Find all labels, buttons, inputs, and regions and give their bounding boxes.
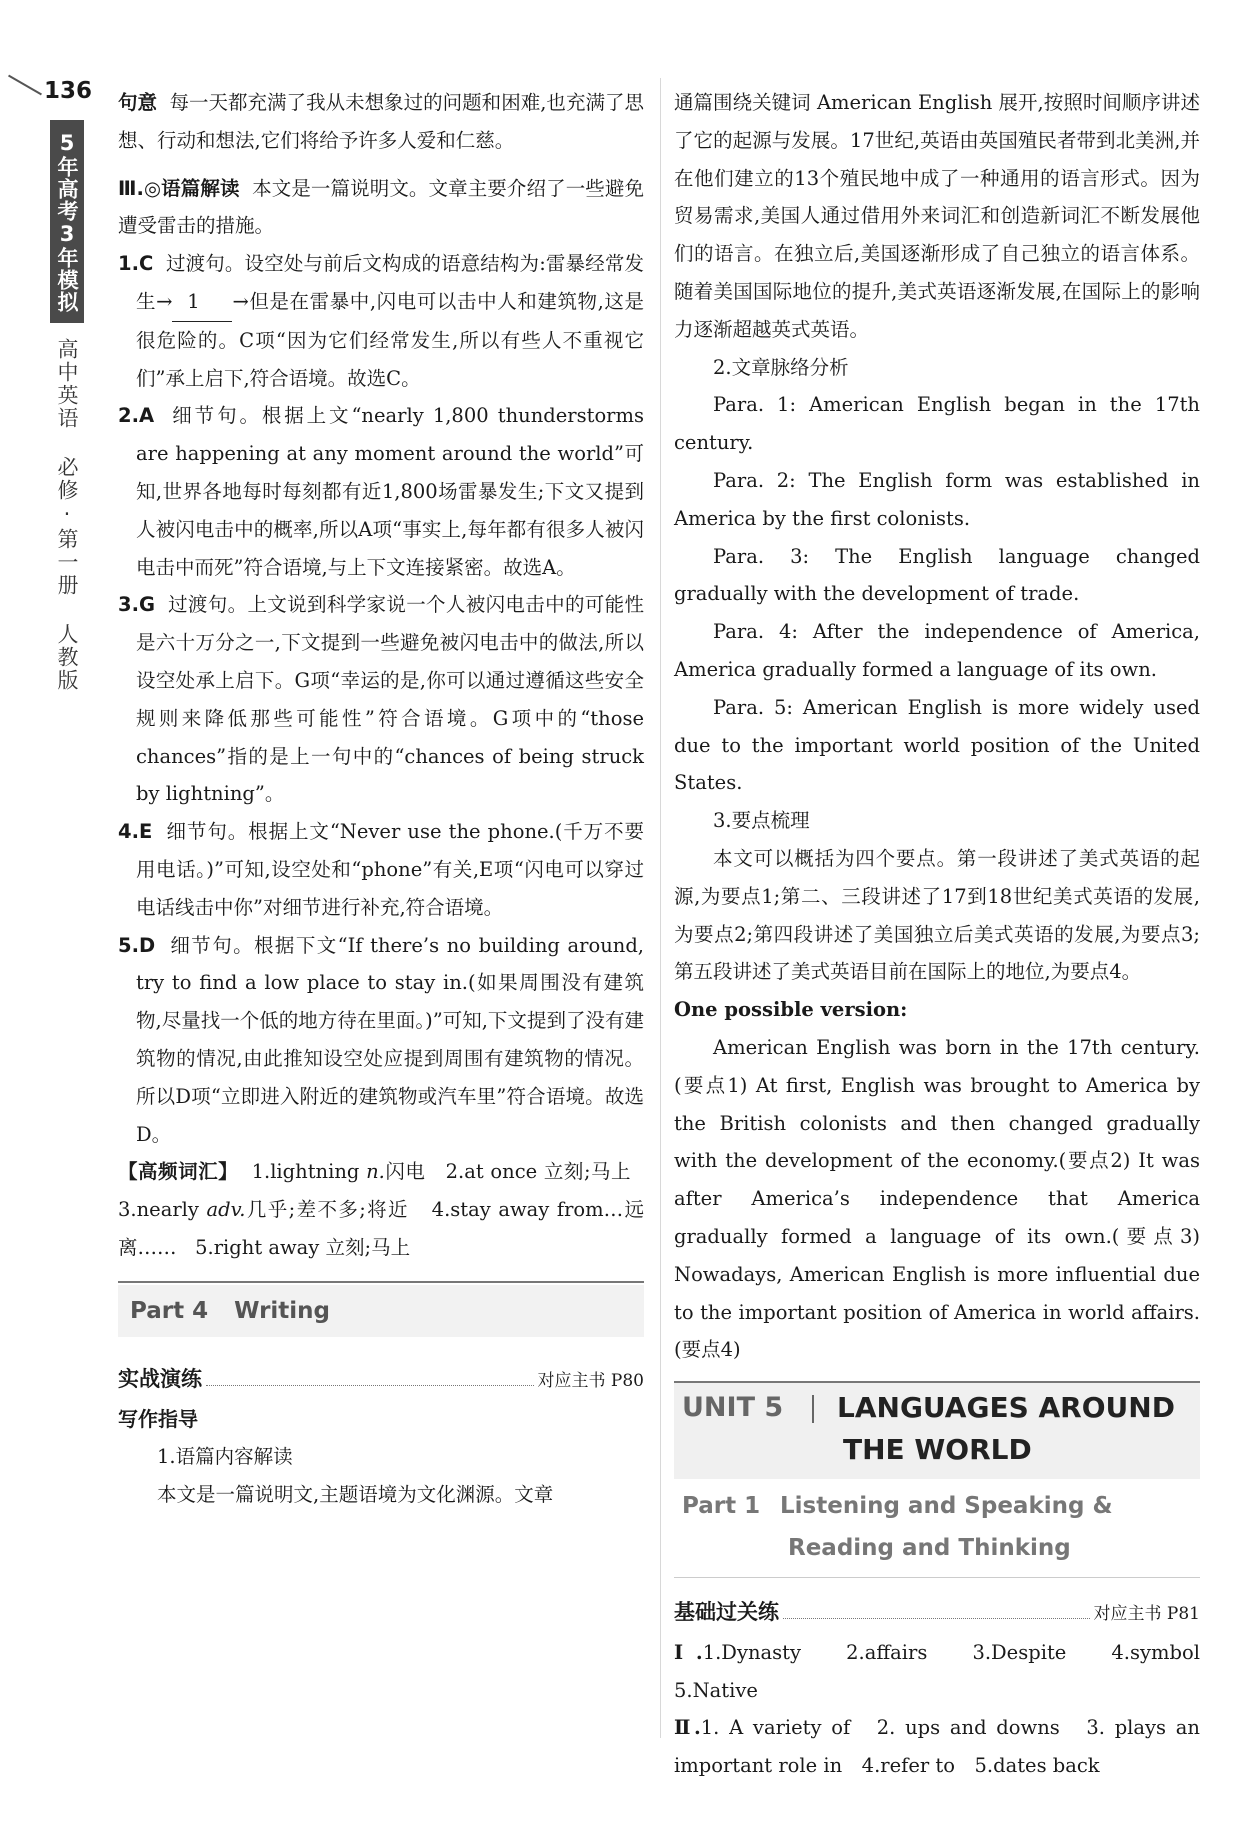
para-summary-4: Para. 4: After the independence of America, America gradually formed a language of its own.	[674, 620, 1200, 681]
answer-5-text: 细节句。根据下文“If there’s no building around, try to find a low place to stay in.(如果周围没有建筑物,尽量找一个低的地方待在里面。)”可知,下文提到了没有建筑物的情况,由此推知设空处应提到周围有建筑物的情况。所以D项“立即进入附近的建筑物或汽车里”符合语境。故选D。	[136, 933, 644, 1146]
unit-title-line-2: THE WORLD	[843, 1433, 1032, 1467]
unit-banner	[674, 1381, 1200, 1578]
answer-1-num: 1.C	[118, 252, 154, 276]
sentence-text: 每一天都充满了我从未想象过的问题和困难,也充满了思想、行动和想法,它们将给予许多人爱和仁慈。	[118, 91, 644, 152]
sentence-label: 句意	[118, 91, 158, 114]
points-text: 本文可以概括为四个要点。第一段讲述了美式英语的起源,为要点1;第二、三段讲述了17到18世纪美式英语的发展,为要点2;第四段讲述了美国独立后美式英语的发展,为要点3;第五段讲述了美式英语目前在国际上的地位,为要点4。	[674, 846, 1200, 984]
part1-title-line-2: Reading and Thinking	[788, 1535, 1071, 1562]
answer-3-text: 过渡句。上文说到科学家说一个人被闪电击中的可能性是六十万分之一,下文提到一些避免被闪电击中的做法,所以设空处承上启下。G项“幸运的是,你可以通过遵循这些安全规则来降低那些可能性”符合语境。G项中的“those chances”指的是上一句中的“chances of being struck by lightning”。	[136, 593, 644, 806]
guide-subtitle: 1.语篇内容解读	[157, 1445, 293, 1469]
answer-5	[118, 927, 644, 1154]
version-label: One possible version:	[674, 998, 908, 1022]
answer-4-num: 4.E	[118, 820, 153, 844]
vocab-item-3-pos: adv.	[206, 1198, 246, 1222]
basics-ref: 对应主书 P81	[1093, 1604, 1200, 1625]
vocab-item-1-meaning: 闪电	[384, 1160, 426, 1184]
answer-4	[118, 813, 644, 926]
answer-2	[118, 397, 644, 586]
vocab-item-2: 2.at once 立刻;马上	[445, 1160, 632, 1184]
vocab-item-3: 3.nearly	[118, 1198, 199, 1222]
answer-3-num: 3.G	[118, 593, 155, 617]
para-summary-5: Para. 5: American English is more widely used due to the important world position of the United States.	[674, 695, 1200, 795]
answer-2-num: 2.A	[118, 404, 155, 428]
content-continuation: 通篇围绕关键词 American English 展开,按照时间顺序讲述了它的起源与发展。17世纪,英语由英国殖民者带到北美洲,并在他们建立的13个殖民地中成了一种通用的语言形式。因为贸易需求,美国人通过借用外来词汇和创造新词汇不断发展他们的语言。在独立后,美国逐渐形成了自己独立的语言体系。随着美国国际地位的提升,美式英语逐渐发展,在国际上的影响力逐渐超越英式英语。	[674, 91, 1200, 341]
practice-title: 实战演练	[118, 1366, 202, 1391]
answer-1-text-a: 过渡句。设空处与前后文构成的语意结构为:雷暴经常发生→	[136, 252, 644, 313]
answer-1-blank: 1	[172, 283, 232, 322]
brand-label: 5年高考3年模拟	[50, 120, 84, 323]
para-summary-1: Para. 1: American English began in the 17th century.	[674, 393, 1200, 455]
answer-5-num: 5.D	[118, 933, 156, 957]
version-text: American English was born in the 17th century.(要点1) At first, English was brought to America by the British colonists and then changed gradually with the development of the economy.(要点2) It was after America’s independence that America gradually formed a language of its own.(要点3) Nowadays, American English is more influential due to the important position of America in world affairs.(要点4)	[674, 1035, 1200, 1362]
vocab-item-5: 5.right away 立刻;马上	[195, 1235, 411, 1259]
part1-label: Part 1	[682, 1493, 761, 1520]
answers-2-text: 1. A variety of 2. ups and downs 3. plays an important role in 4.refer to 5.dates back	[674, 1716, 1200, 1778]
vocab-item-3-meaning: 几乎;差不多;将近	[245, 1198, 409, 1222]
sentence-meaning	[118, 84, 644, 160]
part4-label: Part 4	[130, 1297, 209, 1324]
vocab-item-1: 1.lightning	[251, 1160, 360, 1184]
guide-text: 本文是一篇说明文,主题语境为文化渊源。文章	[157, 1483, 554, 1507]
vocab-item-1-pos: n.	[366, 1160, 385, 1184]
section3-text: 本文是一篇说明文。文章主要介绍了一些避免遭受雷击的措施。	[118, 176, 644, 238]
vocab-label: 【高频词汇】	[118, 1160, 239, 1184]
part4-banner	[118, 1281, 644, 1337]
points-title: 3.要点梳理	[713, 809, 810, 833]
unit-separator	[812, 1395, 814, 1423]
section3-intro	[118, 170, 644, 246]
answer-4-text: 细节句。根据上文“Never use the phone.(千万不要用电话。)”可知,设空处和“phone”有关,E项“闪电可以穿过电话线击中你”对细节进行补充,符合语境。	[136, 820, 644, 919]
vocab-item-4: 4.stay away from…远离……	[118, 1198, 645, 1259]
answers-1-text: 1.Dynasty 2.affairs 3.Despite 4.symbol 5.Native	[674, 1640, 1220, 1702]
section3-label: Ⅲ.◎语篇解读	[118, 176, 240, 200]
book-info: 高中英语 必修·第一册 人教版	[55, 338, 79, 692]
answer-3	[118, 586, 644, 813]
answers-2-label: Ⅱ.	[674, 1716, 701, 1740]
corner-decoration	[8, 75, 42, 96]
part4-title: Writing	[234, 1297, 331, 1324]
para-summary-3: Para. 3: The English language changed gradually with the development of trade.	[674, 544, 1200, 606]
leader-dots	[783, 1618, 1090, 1619]
basics-header	[674, 1594, 1200, 1634]
practice-header	[118, 1361, 644, 1401]
answer-1-text-b: →但是在雷暴中,闪电可以击中人和建筑物,这是很危险的。C项“因为它们经常发生,所以有些人不重视它们”承上启下,符合语境。故选C。	[136, 289, 644, 390]
para-summary-2: Para. 2: The English form was established in America by the first colonists.	[674, 468, 1200, 530]
vocab-list	[118, 1153, 644, 1266]
answers-1-label: Ⅰ.	[674, 1640, 703, 1664]
unit-title	[837, 1387, 1192, 1471]
page-number: 136	[44, 78, 93, 104]
answer-1	[118, 245, 644, 397]
analysis-title: 2.文章脉络分析	[713, 355, 849, 379]
leader-dots	[206, 1385, 534, 1386]
part1-heading	[674, 1479, 1200, 1578]
answers-section-2	[674, 1709, 1200, 1785]
right-column	[674, 84, 1220, 1785]
column-divider	[660, 78, 661, 1738]
unit-label: UNIT 5	[682, 1392, 784, 1424]
left-column	[118, 84, 644, 1514]
answer-2-text: 细节句。根据上文“nearly 1,800 thunderstorms are happening at any moment around the world”可知,世界各地每时每刻都有近1,800场雷暴发生;下文又提到人被闪电击中的概率,所以A项“事实上,每年都有很多人被闪电击中而死”符合语境,与上下文连接紧密。故选A。	[136, 404, 645, 579]
guide-title: 写作指导	[118, 1406, 198, 1431]
basics-title: 基础过关练	[674, 1600, 779, 1625]
answers-section-1	[674, 1634, 1220, 1710]
part1-title-line-1: Listening and Speaking &	[780, 1493, 1113, 1520]
practice-ref: 对应主书 P80	[537, 1370, 644, 1391]
unit-title-line-1: LANGUAGES AROUND	[837, 1391, 1175, 1425]
